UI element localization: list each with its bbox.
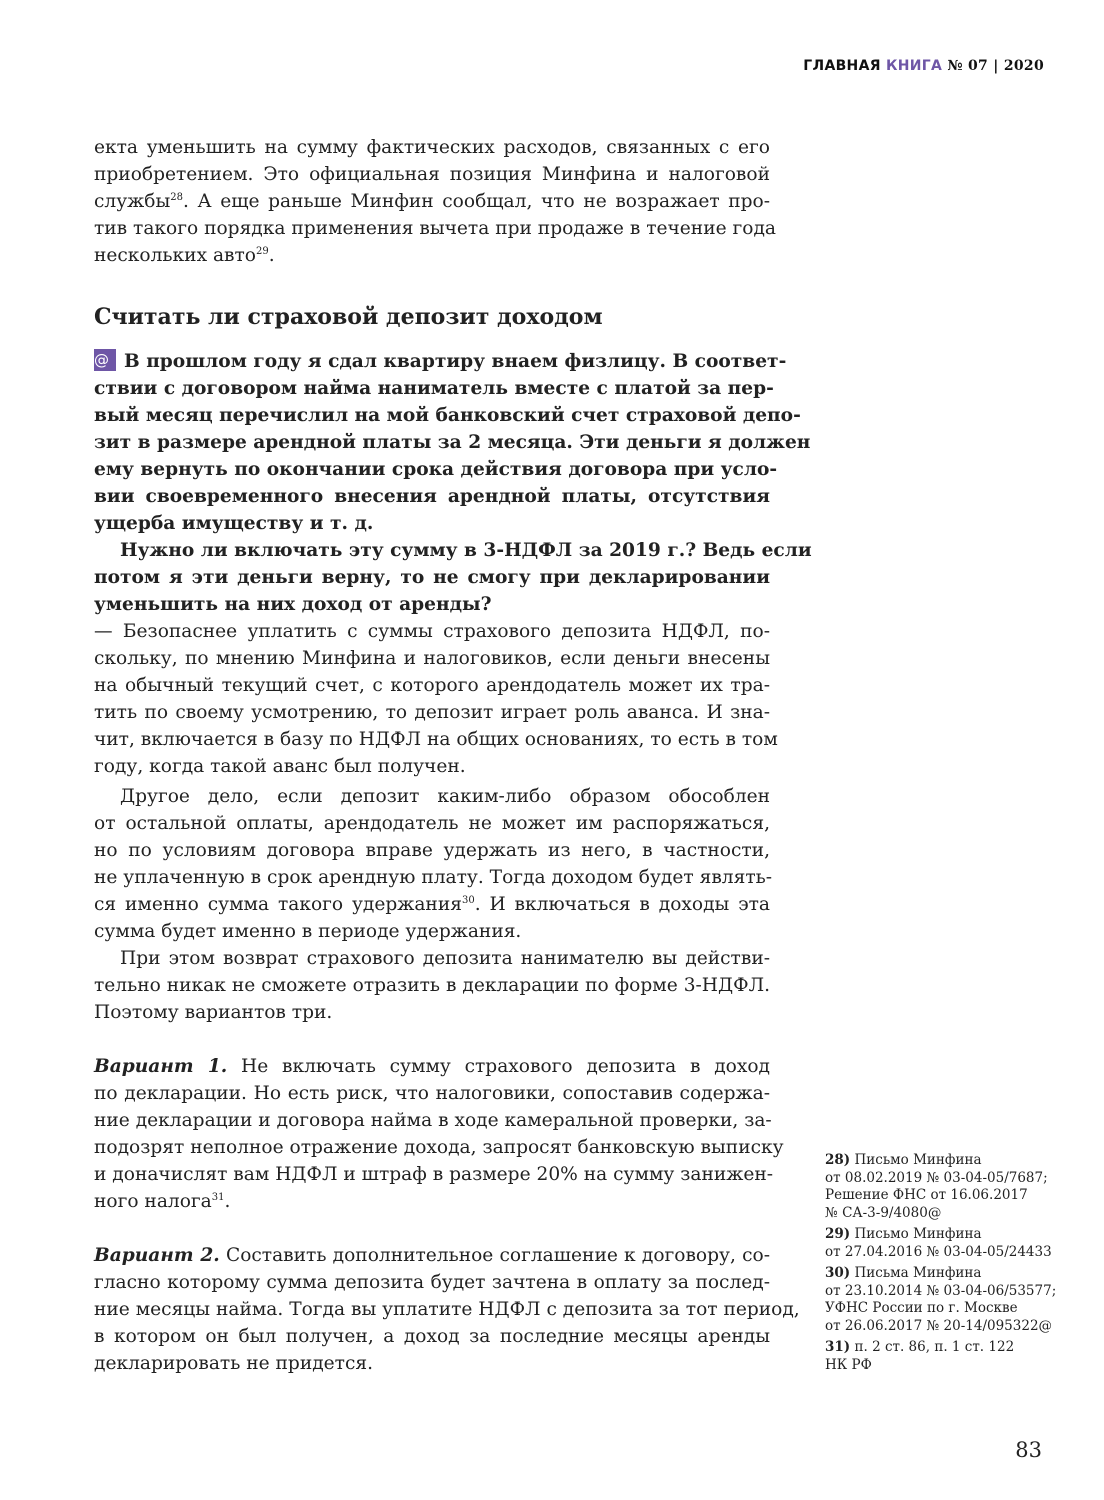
footnote-ref: 30 (461, 895, 475, 906)
text-line (94, 591, 770, 618)
text-segment: Поэтому вариантов три. (94, 1002, 333, 1023)
footnote-text: УФНС России по г. Москве (825, 1300, 1018, 1316)
text-line (94, 242, 770, 269)
paragraph (94, 1242, 800, 1377)
footnote-number: 30) (825, 1265, 851, 1281)
text-segment: ного налога (94, 1191, 212, 1212)
text-segment: году, когда такой аванс был получен. (94, 756, 466, 777)
text-segment: подозрят неполное отражение дохода, запросят банковскую выписку (94, 1137, 784, 1158)
paragraph (94, 134, 776, 269)
paragraph (94, 1053, 784, 1215)
text-segment: тив такого порядка применения вычета при продаже в течение года (94, 218, 776, 239)
text-line (94, 891, 770, 918)
text-line (94, 375, 774, 402)
text-segment: . (268, 245, 275, 266)
text-line (94, 783, 770, 810)
text-line (94, 1242, 770, 1269)
text-segment: по декларации. Но есть риск, что налоговики, сопоставив содержа- (94, 1083, 770, 1104)
issue-number: № 07 | 2020 (947, 58, 1044, 74)
text-line (94, 945, 770, 972)
text-segment: Не включать сумму страхового депозита в доход (227, 1056, 771, 1077)
text-segment: — Безопаснее уплатить с суммы страхового депозита НДФЛ, по- (94, 621, 770, 642)
footnotes (825, 1152, 1065, 1378)
text-line (94, 188, 770, 215)
text-line (94, 1296, 800, 1323)
magazine-name-part1: ГЛАВНАЯ (803, 58, 881, 74)
running-header (803, 58, 1044, 74)
text-line (94, 999, 770, 1026)
text-line (94, 402, 801, 429)
text-segment: . (224, 1191, 231, 1212)
footnote-text: от 23.10.2014 № 03-04-06/53577; (825, 1282, 1057, 1299)
text-line (94, 483, 770, 510)
text-line (94, 1269, 770, 1296)
text-segment: Составить дополнительное соглашение к договору, со- (219, 1245, 770, 1266)
text-line (94, 215, 776, 242)
text-segment: тельно никак не сможете отразить в декларации по форме 3-НДФЛ. (94, 975, 770, 996)
text-segment: ущерба имуществу и т. д. (94, 513, 374, 534)
paragraph (94, 537, 812, 618)
text-segment: декларировать не придется. (94, 1353, 374, 1374)
text-segment: . А еще раньше Минфин сообщал, что не возражает про- (183, 191, 770, 212)
text-line (94, 837, 770, 864)
text-segment: Другое дело, если депозит каким-либо образом обособлен (120, 786, 770, 807)
text-line (94, 726, 778, 753)
text-segment: но по условиям договора вправе удержать из него, в частности, (94, 840, 770, 861)
footnote (825, 1339, 1065, 1374)
footnote-text: п. 2 ст. 86, п. 1 ст. 122 (854, 1339, 1015, 1355)
footnote-ref: 29 (256, 246, 269, 257)
text-segment: уменьшить на них доход от аренды? (94, 594, 492, 615)
text-line (94, 161, 770, 188)
text-line (94, 1161, 774, 1188)
text-line (94, 134, 770, 161)
text-segment: ему вернуть по окончании срока действия договора при усло- (94, 459, 778, 480)
text-line (94, 699, 770, 726)
footnote-text: от 08.02.2019 № 03-04-05/7687; (825, 1169, 1048, 1186)
text-segment: скольку, по мнению Минфина и налоговиков, если деньги внесены (94, 648, 770, 669)
text-line (94, 645, 770, 672)
footnote-ref: 28 (170, 192, 183, 203)
text-line (94, 348, 787, 375)
text-line (94, 1107, 770, 1134)
footnote-text: № СА-3-9/4080@ (825, 1204, 942, 1221)
paragraph (94, 783, 773, 945)
text-line (94, 864, 773, 891)
text-segment: сумма будет именно в периоде удержания. (94, 921, 522, 942)
variant-label: Вариант 2. (94, 1245, 220, 1266)
text-segment: Нужно ли включать эту сумму в 3-НДФЛ за 2019 г.? Ведь если (120, 540, 812, 561)
text-segment: ствии с договором найма наниматель вместе с платой за пер- (94, 378, 774, 399)
text-segment: вии своевременного внесения арендной платы, отсутствия (94, 486, 770, 507)
text-line (94, 1350, 770, 1377)
text-segment: екта уменьшить на сумму фактических расходов, связанных с его (94, 137, 770, 158)
text-segment: в котором он был получен, а доход за последние месяцы аренды (94, 1326, 770, 1347)
email-question-icon: @ (94, 349, 116, 371)
text-line (94, 564, 770, 591)
text-line (94, 1053, 770, 1080)
footnote-text: от 26.06.2017 № 20-14/095322@ (825, 1317, 1053, 1334)
page-number: 83 (1015, 1438, 1042, 1462)
footnote-text: Письмо Минфина (854, 1152, 982, 1168)
text-line (94, 429, 811, 456)
text-segment: тить по своему усмотрению, то депозит играет роль аванса. И зна- (94, 702, 770, 723)
paragraph (94, 618, 778, 780)
text-segment: на обычный текущий счет, с которого арендодатель может их тра- (94, 675, 770, 696)
text-segment: нескольких авто (94, 245, 257, 266)
footnote-number: 31) (825, 1339, 851, 1355)
text-line (94, 1134, 784, 1161)
text-line (94, 537, 812, 564)
text-line (94, 456, 778, 483)
text-line (94, 810, 770, 837)
text-segment: . И включаться в доходы эта (474, 894, 770, 915)
text-segment: службы (94, 191, 171, 212)
footnote-number: 28) (825, 1152, 851, 1168)
text-segment: потом я эти деньги верну, то не смогу при декларировании (94, 567, 770, 588)
footnote-text: НК РФ (825, 1356, 872, 1373)
text-segment: гласно которому сумма депозита будет зачтена в оплату за послед- (94, 1272, 770, 1293)
text-line (94, 672, 770, 699)
text-segment: зит в размере арендной платы за 2 месяца. Эти деньги я должен (94, 432, 811, 453)
text-line (94, 1188, 770, 1215)
text-segment: ся именно сумма такого удержания (94, 894, 462, 915)
section-heading: Считать ли страховой депозит доходом (94, 304, 603, 330)
text-segment: и доначислят вам НДФЛ и штраф в размере 20% на сумму занижен- (94, 1164, 774, 1185)
text-segment: вый месяц перечислил на мой банковский счет страховой депо- (94, 405, 801, 426)
footnote (825, 1226, 1065, 1261)
text-segment: чит, включается в базу по НДФЛ на общих основаниях, то есть в том (94, 729, 778, 750)
footnote (825, 1152, 1065, 1222)
magazine-name-part2: КНИГА (885, 58, 943, 74)
text-segment: от остальной оплаты, арендодатель не может им распоряжаться, (94, 813, 770, 834)
text-segment: При этом возврат страхового депозита нанимателю вы действи- (120, 948, 770, 969)
text-line (94, 972, 770, 999)
paragraph (94, 348, 811, 537)
text-segment: не уплаченную в срок арендную плату. Тогда доходом будет являть- (94, 867, 773, 888)
text-line (94, 510, 770, 537)
footnote (825, 1265, 1065, 1335)
footnote-text: от 27.04.2016 № 03-04-05/24433 (825, 1243, 1052, 1260)
text-line (94, 1080, 770, 1107)
text-line (94, 1323, 770, 1350)
text-segment: ние декларации и договора найма в ходе камеральной проверки, за- (94, 1110, 772, 1131)
paragraph (94, 945, 770, 1026)
text-line (94, 918, 770, 945)
footnote-text: Решение ФНС от 16.06.2017 (825, 1187, 1028, 1203)
text-line (94, 753, 770, 780)
footnote-number: 29) (825, 1226, 851, 1242)
text-segment: В прошлом году я сдал квартиру внаем физлицу. В соответ- (124, 351, 787, 372)
footnote-text: Письма Минфина (854, 1265, 982, 1281)
text-segment: ние месяцы найма. Тогда вы уплатите НДФЛ с депозита за тот период, (94, 1299, 800, 1320)
footnote-text: Письмо Минфина (854, 1226, 982, 1242)
footnote-ref: 31 (211, 1192, 225, 1203)
text-segment: приобретением. Это официальная позиция Минфина и налоговой (94, 164, 770, 185)
variant-label: Вариант 1. (94, 1056, 228, 1077)
text-line (94, 618, 770, 645)
